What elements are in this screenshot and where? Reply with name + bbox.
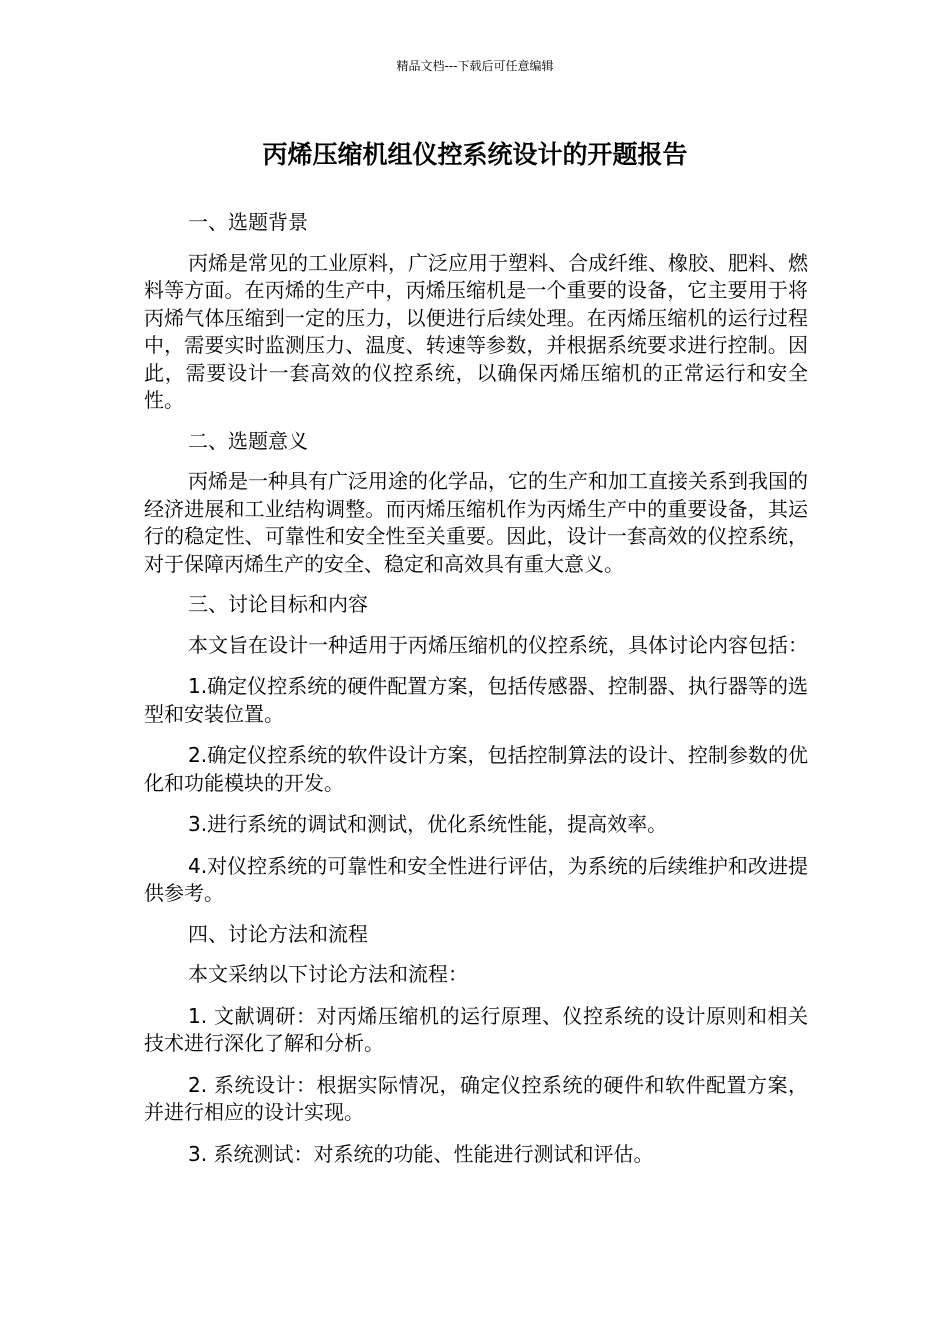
list-item-objective-2: 2.确定仪控系统的软件设计方案，包括控制算法的设计、控制参数的优化和功能模块的开发。 — [144, 743, 808, 795]
list-item-objective-1: 1.确定仪控系统的硬件配置方案，包括传感器、控制器、执行器等的选型和安装位置。 — [144, 674, 808, 726]
page-header: 精品文档---下载后可任意编辑 — [396, 59, 554, 73]
paragraph-background: 丙烯是常见的工业原料，广泛应用于塑料、合成纤维、橡胶、肥料、燃料等方面。在丙烯的生产中，丙烯压缩机是一个重要的设备，它主要用于将丙烯气体压缩到一定的压力，以便进行后续处理。在丙烯压缩机的运行过程中，需要实时监测压力、温度、转速等参数，并根据系统要求进行控制。因此，需要设计一套高效的仪控系统，以确保丙烯压缩机的正常运行和安全性。 — [144, 250, 808, 412]
paragraph-significance: 丙烯是一种具有广泛用途的化学品，它的生产和加工直接关系到我国的经济进展和工业结构调整。而丙烯压缩机作为丙烯生产中的重要设备，其运行的稳定性、可靠性和安全性至关重要。因此，设计一套高效的仪控系统，对于保障丙烯生产的安全、稳定和高效具有重大意义。 — [144, 469, 808, 576]
paragraph-objectives-intro: 本文旨在设计一种适用于丙烯压缩机的仪控系统，具体讨论内容包括： — [188, 632, 808, 657]
document-title: 丙烯压缩机组仪控系统设计的开题报告 — [262, 140, 688, 169]
document-body — [144, 209, 808, 1168]
list-item-objective-4: 4.对仪控系统的可靠性和安全性进行评估，为系统的后续维护和改进提供参考。 — [144, 853, 808, 905]
list-item-method-3: 3. 系统测试：对系统的功能、性能进行测试和评估。 — [188, 1141, 654, 1166]
paragraph-methods-intro: 本文采纳以下讨论方法和流程： — [188, 962, 468, 986]
list-item-method-2: 2. 系统设计：根据实际情况，确定仪控系统的硬件和软件配置方案，并进行相应的设计实现。 — [144, 1072, 808, 1124]
section-heading-methods: 四、讨论方法和流程 — [188, 921, 368, 946]
section-heading-objectives: 三、讨论目标和内容 — [188, 592, 368, 616]
section-heading-background: 一、选题背景 — [188, 210, 308, 234]
section-heading-significance: 二、选题意义 — [188, 428, 308, 453]
list-item-method-1: 1. 文献调研：对丙烯压缩机的运行原理、仪控系统的设计原则和相关技术进行深化了解和分析。 — [144, 1003, 808, 1055]
list-item-objective-3: 3.进行系统的调试和测试，优化系统性能，提高效率。 — [188, 812, 668, 836]
